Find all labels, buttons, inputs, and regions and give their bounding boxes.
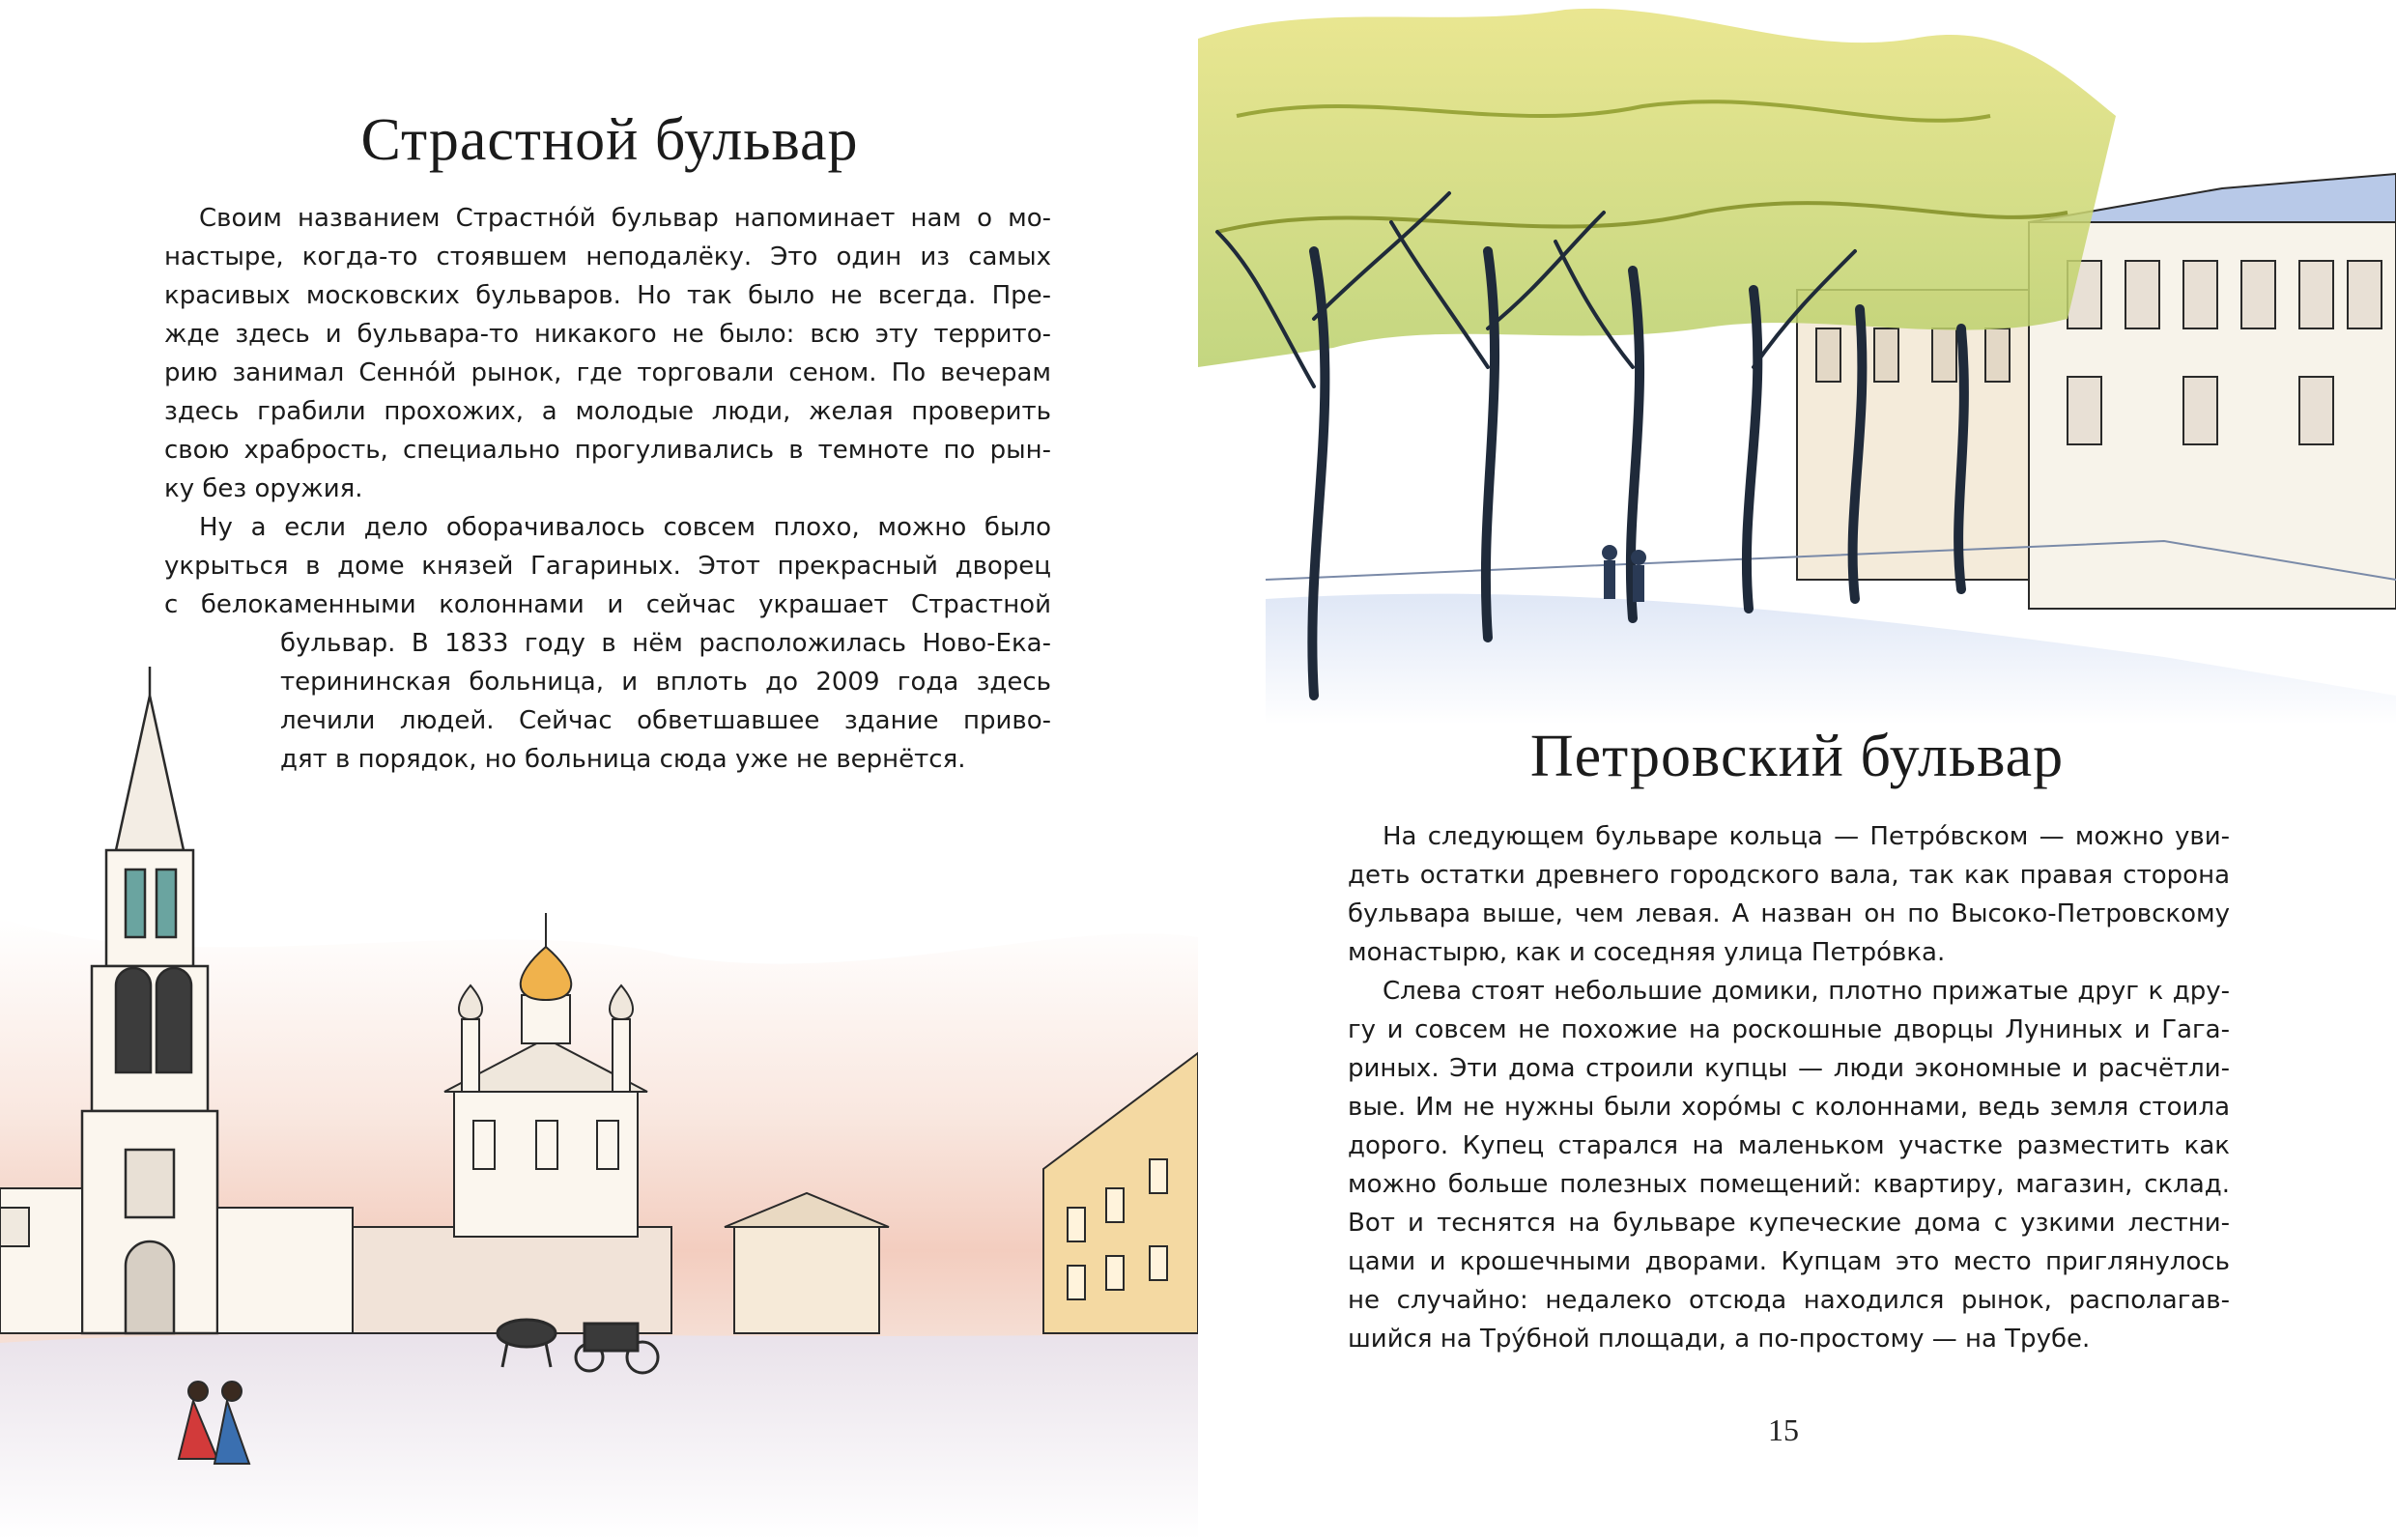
text-line: дорого. Купец старался на маленьком участке разместить как — [1348, 1131, 2230, 1160]
text-line: деть остатки древнего городского вала, так как правая сторона — [1348, 861, 2230, 890]
text-line: жде здесь и бульвара-то никакого не было: всю эту террито- — [164, 320, 1051, 349]
page-number: 15 — [1768, 1412, 1799, 1447]
text-line: вые. Им не нужны были хорóмы с колоннами, ведь земля стоила — [1348, 1093, 2230, 1122]
text-line: шийся на Трýбной площади, а по-простому — на Трубе. — [1348, 1325, 2091, 1354]
right-page — [1198, 0, 2396, 1540]
text-line: бульвара выше, чем левая. А назван он по Высоко-Петровскому — [1348, 899, 2230, 928]
text-line: с белокаменными колоннами и сейчас украшает Страстной — [164, 590, 1051, 619]
text-line: Вот и теснятся на бульваре купеческие дома с узкими лестни- — [1348, 1209, 2230, 1238]
monastery-illustration — [0, 667, 1198, 1540]
text-line: терининская больница, и вплоть до 2009 года здесь — [280, 668, 1051, 697]
text-line: ку без оружия. — [164, 474, 363, 503]
text-line: рию занимал Сеннóй рынок, где торговали сеном. По вечерам — [164, 358, 1051, 387]
text-line: гу и совсем не похожие на роскошные дворцы Луниных и Гага- — [1348, 1015, 2230, 1044]
text-line: не случайно: недалеко отсюда находился рынок, располагав- — [1348, 1286, 2230, 1315]
left-paragraph-2 — [164, 508, 1051, 624]
text-line: дят в порядок, но больница сюда уже не вернётся. — [280, 745, 966, 774]
right-paragraph-1 — [1348, 817, 2230, 972]
text-line: красивых московских бульваров. Но так было не всегда. Пре- — [164, 281, 1051, 310]
right-page-heading: Петровский бульвар — [1529, 724, 2065, 789]
text-line: риных. Эти дома строили купцы — люди экономные и расчётли- — [1348, 1054, 2230, 1083]
text-line: здесь грабили прохожих, а молодые люди, желая проверить — [164, 397, 1051, 426]
text-line: Своим названием Страстнóй бульвар напоминает нам о мо- — [199, 204, 1051, 233]
text-line: укрыться в доме князей Гагариных. Этот прекрасный дворец — [164, 552, 1051, 581]
text-line: монастырю, как и соседняя улица Петрóвка. — [1348, 938, 1946, 967]
text-line: цами и крошечными дворами. Купцам это место приглянулось — [1348, 1247, 2230, 1276]
text-line: настыре, когда-то стоявшем неподалёку. Это один из самых — [164, 242, 1051, 271]
text-line: можно больше полезных помещений: квартиру, магазин, склад. — [1348, 1170, 2230, 1199]
left-paragraph-1 — [164, 199, 1051, 508]
text-line: лечили людей. Сейчас обветшавшее здание приво- — [280, 706, 1051, 735]
right-paragraph-2 — [1348, 972, 2230, 1358]
text-line: На следующем бульваре кольца — Петрóвском — можно уви- — [1383, 822, 2230, 851]
left-page-heading: Страстной бульвар — [360, 107, 859, 173]
text-line: свою храбрость, специально прогуливались в темноте по рын- — [164, 436, 1051, 465]
text-line: бульвар. В 1833 году в нём расположилась Ново-Ека- — [280, 629, 1051, 658]
boulevard-illustration — [1198, 0, 2396, 725]
text-line: Слева стоят небольшие домики, плотно прижатые друг к дру- — [1383, 977, 2230, 1006]
text-line: Ну а если дело оборачивалось совсем плохо, можно было — [199, 513, 1051, 542]
